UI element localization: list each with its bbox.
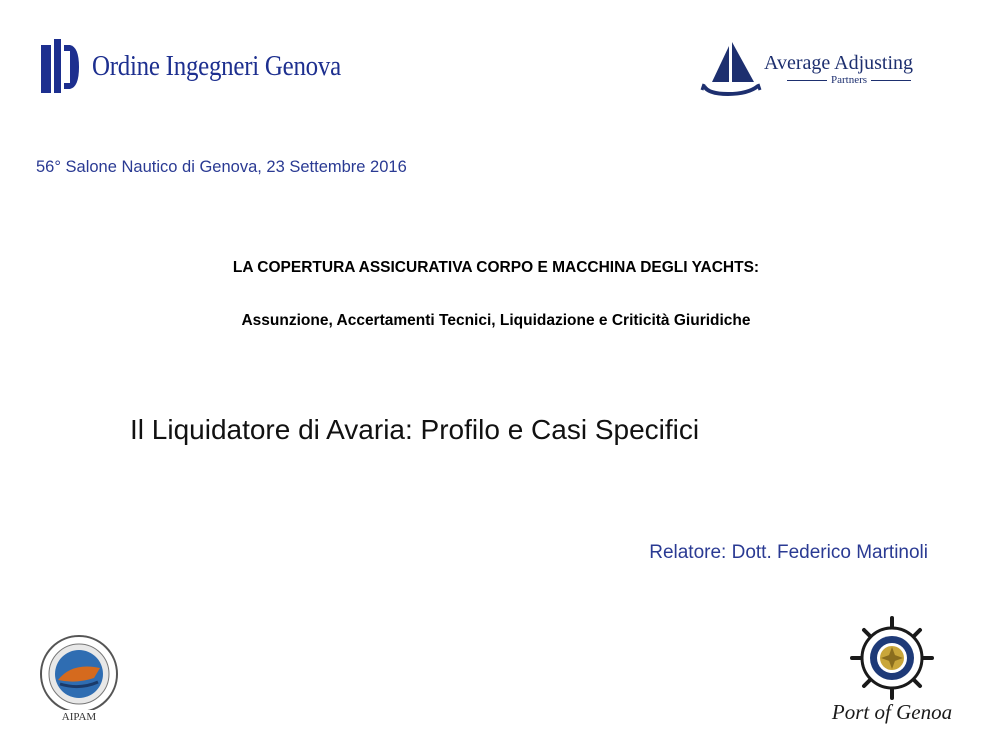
aipam-seal-icon	[36, 634, 122, 724]
partners-subtitle	[764, 74, 934, 86]
sailboat-anchor-icon	[698, 40, 762, 100]
talk-title: Il Liquidatore di Avaria: Profilo e Casi Specifici	[130, 414, 700, 445]
port-of-genoa-text: Port of Genoa	[831, 700, 953, 724]
aipam-text: AIPAM	[61, 711, 97, 723]
ordine-ingegneri-emblem-icon	[40, 37, 80, 95]
average-adjusting-text: Average Adjusting	[764, 52, 914, 74]
main-heading: LA COPERTURA ASSICURATIVA CORPO E MACCHINA DEGLI YACHTS:	[232, 259, 760, 276]
propeller-club-logo	[822, 616, 962, 736]
sub-heading: Assunzione, Accertamenti Tecnici, Liquidazione e Criticità Giuridiche	[241, 312, 751, 329]
aipam-seal-logo	[36, 634, 122, 724]
partners-text: Partners	[830, 74, 868, 86]
ordine-ingegneri-logo	[40, 34, 380, 98]
speaker-line: Relatore: Dott. Federico Martinoli	[649, 542, 928, 563]
average-adjusting-logo	[698, 40, 938, 100]
ordine-ingegneri-text: Ordine Ingegneri Genova	[92, 49, 341, 82]
event-date-line: 56° Salone Nautico di Genova, 23 Settembre 2016	[36, 158, 407, 176]
ships-wheel-icon	[822, 616, 962, 700]
